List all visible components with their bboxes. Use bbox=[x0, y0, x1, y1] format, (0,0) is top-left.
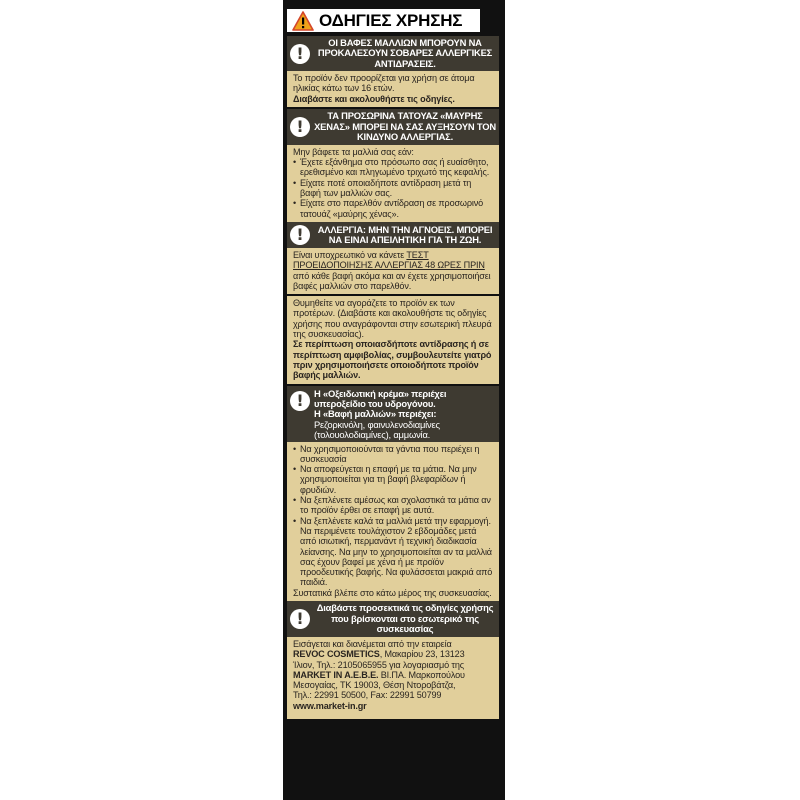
list-item: • Να ξεπλένετε αμέσως και σχολαστικά τα μάτια αν το προϊόν έρθει σε επαφή με αυτά. bbox=[293, 495, 494, 516]
distributor-address: , Μακαρίου 23, 13123 bbox=[379, 649, 465, 660]
distributor-line-1: Εισάγεται και διανέμεται από την εταιρεία bbox=[293, 638, 452, 649]
page-title: ΟΔΗΓΙΕΣ ΧΡΗΣΗΣ bbox=[319, 10, 463, 30]
do-not-dye-intro: Μην βάφετε τα μαλλιά σας εάν: bbox=[293, 146, 414, 157]
exclamation-icon: ! bbox=[290, 44, 310, 64]
list-item: • Να ξεπλένετε καλά τα μαλλιά μετά την εφαρμογή. Να περιμένετε τουλάχιστον 2 εβδομάδες μετά από ισιωτική, περμανάντ ή τεχνική διαδικασία λείανσης. Να μην το χρησιμοποιείται αν τα μαλλιά σας έχουν βαφεί με χένα ή με προϊόν προοδευτικής βαφής. Να φυλάσσεται μακριά από παιδιά. bbox=[293, 516, 494, 588]
sections bbox=[287, 36, 499, 719]
distributor-line-4 bbox=[293, 670, 494, 680]
read-inside-heading: Διαβάστε προσεκτικά τις οδηγίες χρήσης που βρίσκονται στο εσωτερικό της συσκευασίας bbox=[316, 602, 494, 635]
company-name: MARKET IN A.E.B.E. bbox=[293, 669, 379, 680]
allergy-test-text-b: από κάθε βαφή ακόμα και αν έχετε χρησιμοποιήσει βαφές μαλλιών στο παρελθόν. bbox=[293, 270, 491, 291]
company-address: ΒΙ.ΠΑ. Μαρκοπούλου bbox=[378, 669, 465, 680]
distributor-line-5: Μεσογαίας, ΤΚ 19003, Θέση Ντοροβάτζα, bbox=[293, 680, 456, 691]
instructions-panel bbox=[283, 0, 505, 800]
exclamation-icon: ! bbox=[290, 225, 310, 245]
hair-dye-contains-text: Η «Βαφή μαλλιών» περιέχει: bbox=[314, 408, 437, 420]
list-item: • Να χρησιμοποιούνται τα γάντια που περιέχει η συσκευασία bbox=[293, 444, 494, 465]
life-threat-header bbox=[287, 222, 499, 248]
ingredients-block bbox=[314, 389, 496, 441]
list-item: • Έχετε εξάνθημα στο πρόσωπο σας ή ευαίσθητο, ερεθισμένο και πληγωμένο τριχωτό της κεφαλής. bbox=[293, 157, 494, 178]
purchase-advice-block bbox=[287, 296, 499, 383]
do-not-dye-block bbox=[287, 145, 499, 222]
henna-warning-heading: ΤΑ ΠΡΟΣΩΡΙΝΑ ΤΑΤΟΥΑΖ «ΜΑΥΡΗΣ ΧΕΝΑΣ» ΜΠΟΡΕΙ ΝΑ ΣΑΣ ΑΥΞΗΣΟΥΝ ΤΟΝ ΚΙΝΔΥΝΟ ΑΛΛΕΡΓΙΑΣ. bbox=[314, 110, 496, 143]
allergy-warning-heading: ΟΙ ΒΑΦΕΣ ΜΑΛΛΙΩΝ ΜΠΟΡΟΥΝ ΝΑ ΠΡΟΚΑΛΕΣΟΥΝ ΣΟΒΑΡΕΣ ΑΛΛΕΡΓΙΚΕΣ ΑΝΤΙΔΡΑΣΕΙΣ. bbox=[317, 36, 493, 69]
distributor-line-2 bbox=[293, 649, 494, 659]
oxidizing-cream-text: Η «Οξειδωτική κρέμα» περιέχει υπεροξείδιο του υδρογόνου. bbox=[314, 387, 447, 409]
read-instructions-text: Διαβάστε και ακολουθήστε τις οδηγίες. bbox=[293, 93, 455, 104]
age-warning-text: Το προϊόν δεν προορίζεται για χρήση σε άτομα ηλικίας κάτω των 16 ετών. bbox=[293, 73, 475, 94]
allergy-warning-header bbox=[287, 36, 499, 71]
list-item: • Είχατε στο παρελθόν αντίδραση σε προσωρινό τατουάζ «μαύρης χένας». bbox=[293, 198, 494, 219]
allergy-test-text bbox=[293, 250, 494, 291]
purchase-advice-text: Θυμηθείτε να αγοράζετε το προϊόν εκ των προτέρων. (Διαβάστε και ακολουθήστε τις οδηγίες χρήσης που αναγράφονται στην εσωτερική πλευρά της συσκευασίας). bbox=[293, 298, 492, 340]
distributor-line-3: Ίλιον, Τηλ.: 2105065955 για λογαριασμό της bbox=[293, 659, 464, 670]
allergy-test-link: ΤΕΣΤ ΠΡΟΕΙΔΟΠΟΙΗΣΗΣ ΑΛΛΕΡΓΙΑΣ 48 ΩΡΕΣ ΠΡΙΝ bbox=[293, 249, 485, 271]
website-link[interactable]: www.market-in.gr bbox=[293, 700, 367, 711]
allergy-test-text-a: Είναι υποχρεωτικό να κάνετε bbox=[293, 249, 407, 260]
list-item: • Είχατε ποτέ οποιαδήποτε αντίδραση μετά τη βαφή των μαλλιών σας. bbox=[293, 178, 494, 199]
usage-precautions-block bbox=[287, 442, 499, 601]
exclamation-icon: ! bbox=[290, 117, 310, 137]
age-warning-block bbox=[287, 71, 499, 107]
distributor-name: REVOC COSMETICS bbox=[293, 649, 380, 660]
title-bar bbox=[287, 9, 480, 32]
distributor-block bbox=[287, 637, 499, 719]
ingredients-reference-text: Συστατικά βλέπε στο κάτω μέρος της συσκευασίας. bbox=[293, 587, 492, 598]
warning-triangle-icon bbox=[292, 11, 314, 31]
henna-warning-header bbox=[287, 109, 499, 145]
exclamation-icon: ! bbox=[290, 609, 310, 629]
ingredients-header bbox=[287, 386, 499, 442]
read-inside-header bbox=[287, 601, 499, 637]
distributor-line-6: Τηλ.: 22991 50500, Fax: 22991 50799 bbox=[293, 690, 442, 701]
allergy-test-block bbox=[287, 248, 499, 294]
exclamation-icon: ! bbox=[290, 391, 310, 411]
list-item: • Να αποφεύγεται η επαφή με τα μάτια. Να μην χρησιμοποιείται για τη βαφή βλεφαρίδων ή φρυδιών. bbox=[293, 464, 494, 495]
consult-doctor-text: Σε περίπτωση οποιασδήποτε αντίδρασης ή σε περίπτωση αμφιβολίας, συμβουλευτείτε γιατρό πριν χρησιμοποιήσετε οποιοδήποτε προϊόν βαφής μαλλιών. bbox=[293, 339, 492, 381]
life-threat-heading: ΑΛΛΕΡΓΙΑ: ΜΗΝ ΤΗΝ ΑΓΝΟΕΙΣ. ΜΠΟΡΕΙ ΝΑ ΕΙΝΑΙ ΑΠΕΙΛΗΤΙΚΗ ΓΙΑ ΤΗ ΖΩΗ. bbox=[317, 223, 493, 245]
hair-dye-ingredients-text: Ρεζορκινόλη, φαινυλενοδιαμίνες (τολουολοδιαμίνες), αμμωνία. bbox=[314, 418, 440, 441]
